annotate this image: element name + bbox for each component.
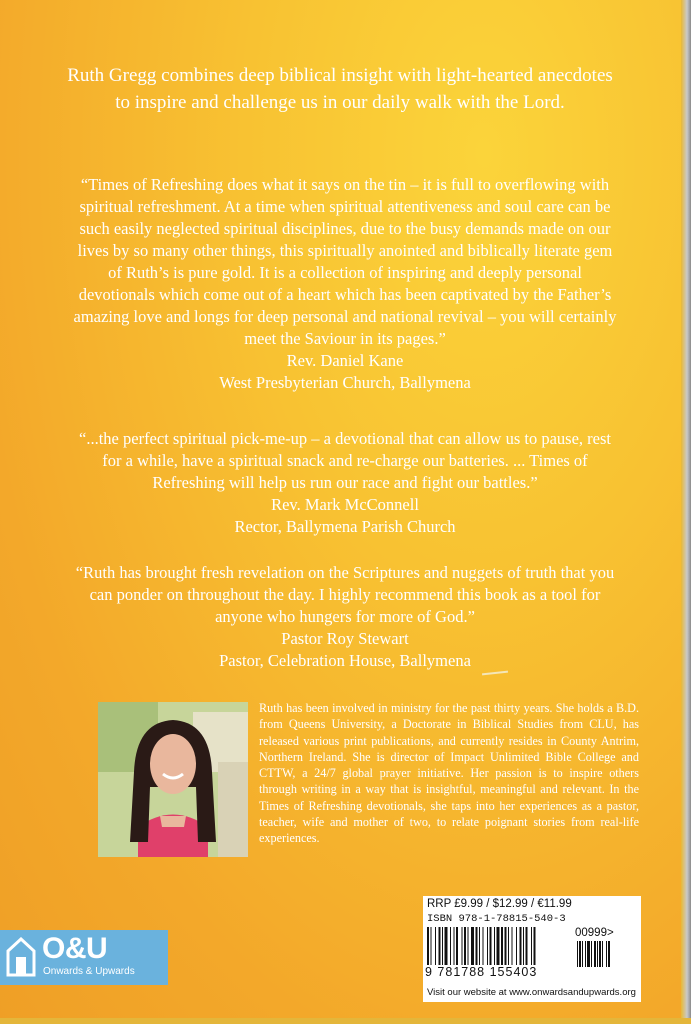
barcode-panel	[423, 896, 641, 1002]
publisher-logo	[0, 930, 168, 985]
endorser-name: Rev. Mark McConnell	[271, 495, 419, 514]
ean-number: 9 781788 155403	[425, 965, 538, 979]
website-label: Visit our website at www.onwardsandupwards.org	[427, 987, 636, 998]
addon-code: 00999	[575, 927, 607, 939]
book-edge-right	[681, 0, 691, 1024]
book-edge-bottom	[0, 1018, 691, 1024]
author-bio: Ruth has been involved in ministry for the past thirty years. She holds a B.D. from Queens University, a Doctorate in Biblical Studies from CLU, has released various print publications, and currently resides in County Antrim, Northern Ireland. She is director of Impact Unlimited Bible College and CTTW, a 24/7 global prayer initiative. Her passion is to inspire others through writing in a way that is insightful, meaningful and relevant. In the Times of Refreshing devotionals, she taps into her experiences as a pastor, teacher, wife and mother of two, to relate poignant stories from real-life experiences.	[259, 701, 639, 846]
author-photo	[98, 702, 248, 857]
house-icon	[6, 937, 36, 977]
endorsement-quote: “Times of Refreshing does what it says on the tin – it is full to overflowing with spiritual refreshment. At a time when spiritual attentiveness and soul care can be such easily neglected spiritual disciplines, due to the busy demands made on our lives by so many other things, this spiritually anointed and biblically literate gem of Ruth’s is pure gold. It is a collection of inspiring and deeply personal devotionals which come out of a heart which has been captivated by the Father’s amazing love and longs for deep personal and national revival – you will certainly meet the Saviour in its pages.”	[73, 175, 617, 348]
endorser-name: Rev. Daniel Kane	[286, 351, 404, 370]
endorser-name: Pastor Roy Stewart	[281, 629, 409, 648]
intro-blurb: Ruth Gregg combines deep biblical insight with light-hearted anecdotes to inspire and challenge us in our daily walk with the Lord.	[67, 65, 613, 113]
isbn-label: ISBN 978-1-78815-540-3	[427, 913, 566, 925]
price-addon	[575, 927, 614, 939]
price-label: RRP £9.99 / $12.99 / €11.99	[427, 898, 572, 910]
endorser-role: West Presbyterian Church, Ballymena	[219, 373, 471, 392]
addon-marker: >	[606, 927, 614, 939]
publisher-name: O&U	[42, 932, 108, 965]
endorsement-2	[70, 428, 620, 538]
publisher-tagline: Onwards & Upwards	[43, 966, 135, 977]
endorser-role: Pastor, Celebration House, Ballymena	[219, 651, 471, 670]
endorsement-1	[70, 174, 620, 394]
endorsement-quote: “Ruth has brought fresh revelation on the Scriptures and nuggets of truth that you can ponder on throughout the day. I highly recommend this book as a tool for anyone who hungers for more of God.”	[75, 563, 615, 626]
endorsement-quote: “...the perfect spiritual pick-me-up – a devotional that can allow us to pause, rest for a while, have a spiritual snack and re-charge our batteries. ... Times of Refreshing will help us run our race and fight our battles.”	[79, 429, 611, 492]
endorser-role: Rector, Ballymena Parish Church	[234, 517, 456, 536]
endorsement-3	[70, 562, 620, 672]
